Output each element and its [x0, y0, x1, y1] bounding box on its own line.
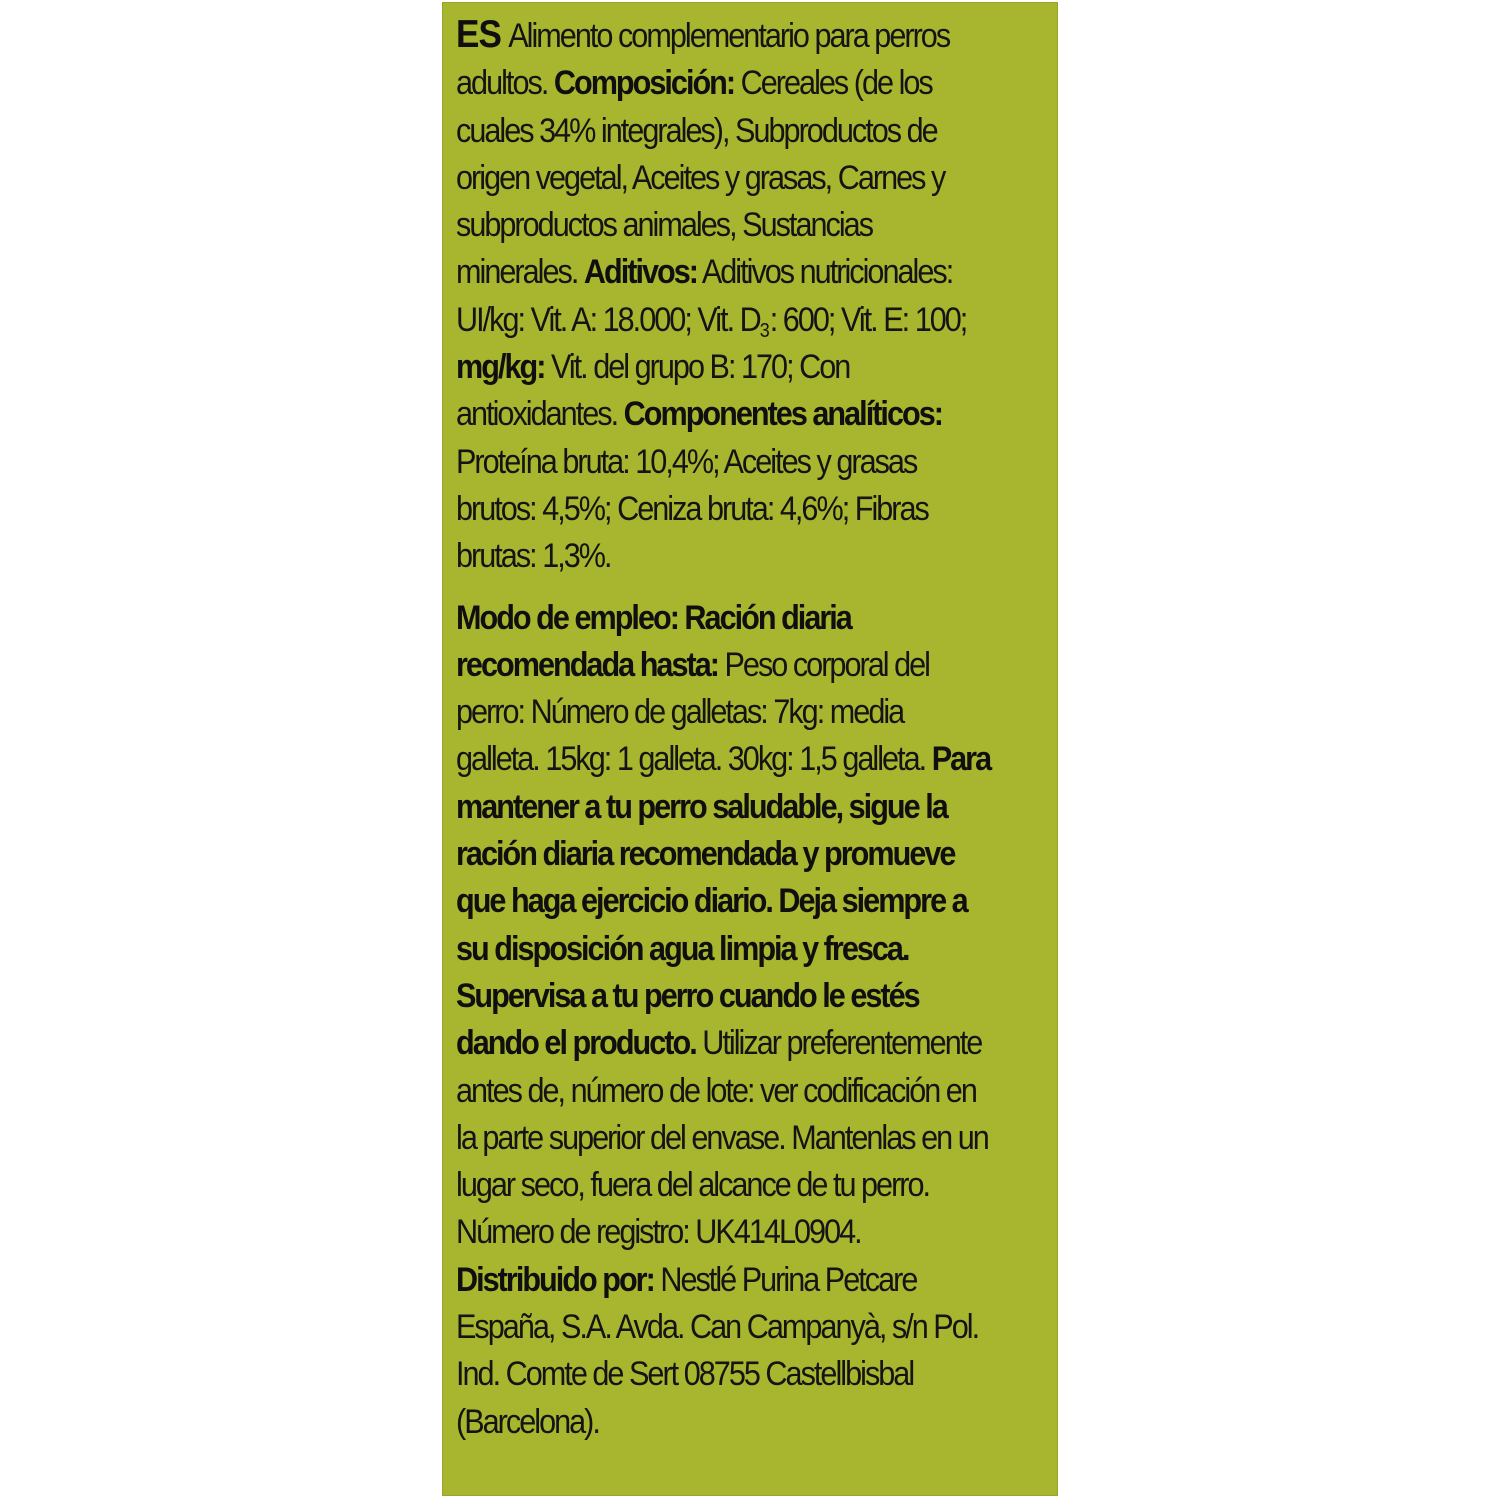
analytical-heading: Componentes analíticos: — [623, 395, 942, 434]
usage-text: Peso corporal del perro: Número de galletas: 7kg: media galleta. 15kg: 1 galleta. 30kg: 1,5 galleta. — [456, 645, 929, 779]
paragraph-gap — [456, 581, 992, 595]
storage-text: Utilizar preferentemente antes de, número de lote: ver codificación en la parte superior del envase. Mantenlas en un lugar seco, fuera del alcance de tu perro. Número de registro: UK414L0904. — [456, 1024, 988, 1252]
composition-heading: Composición: — [553, 64, 735, 103]
label-text — [456, 11, 992, 1446]
usage-heading: Modo de empleo: Ración diaria recomendada hasta: — [456, 598, 851, 684]
additives-heading: Aditivos: — [583, 253, 697, 292]
composition-text: Cereales (de los cuales 34% integrales), Subproductos de origen vegetal, Aceites y grasas, Carnes y subproductos animales, Sustancias minerales. — [456, 64, 945, 292]
distributor-text: Nestlé Purina Petcare España, S.A. Avda. Can Campanyà, s/n Pol. Ind. Comte de Sert 08755 Castellbisbal (Barcelona). — [456, 1260, 979, 1441]
label-panel — [442, 2, 1058, 1496]
additives-text-cont: : 600; Vit. E: 100; — [769, 300, 967, 339]
additives-text: Aditivos nutricionales: UI/kg: Vit. A: 18.000; Vit. D — [456, 253, 953, 339]
distributor-heading: Distribuido por: — [456, 1260, 654, 1299]
advice-text: Para mantener a tu perro saludable, sigue la ración diaria recomendada y promueve que haga ejercicio diario. Deja siempre a su disposición agua limpia y fresca. Supervisa a tu perro cuando le estés dando el producto. — [456, 740, 991, 1063]
vitamin-d-subscript: 3 — [759, 319, 770, 342]
analytical-text: Proteína bruta: 10,4%; Aceites y grasas brutos: 4,5%; Ceniza bruta: 4,6%; Fibras brutas: 1,3%. — [456, 442, 928, 576]
additives-text-end: Vit. del grupo B: 170; Con antioxidantes. — [456, 348, 850, 434]
mgkg-heading: mg/kg: — [456, 348, 545, 387]
intro-text: Alimento complementario para perros adultos. — [456, 17, 950, 103]
language-code: ES — [456, 13, 502, 56]
